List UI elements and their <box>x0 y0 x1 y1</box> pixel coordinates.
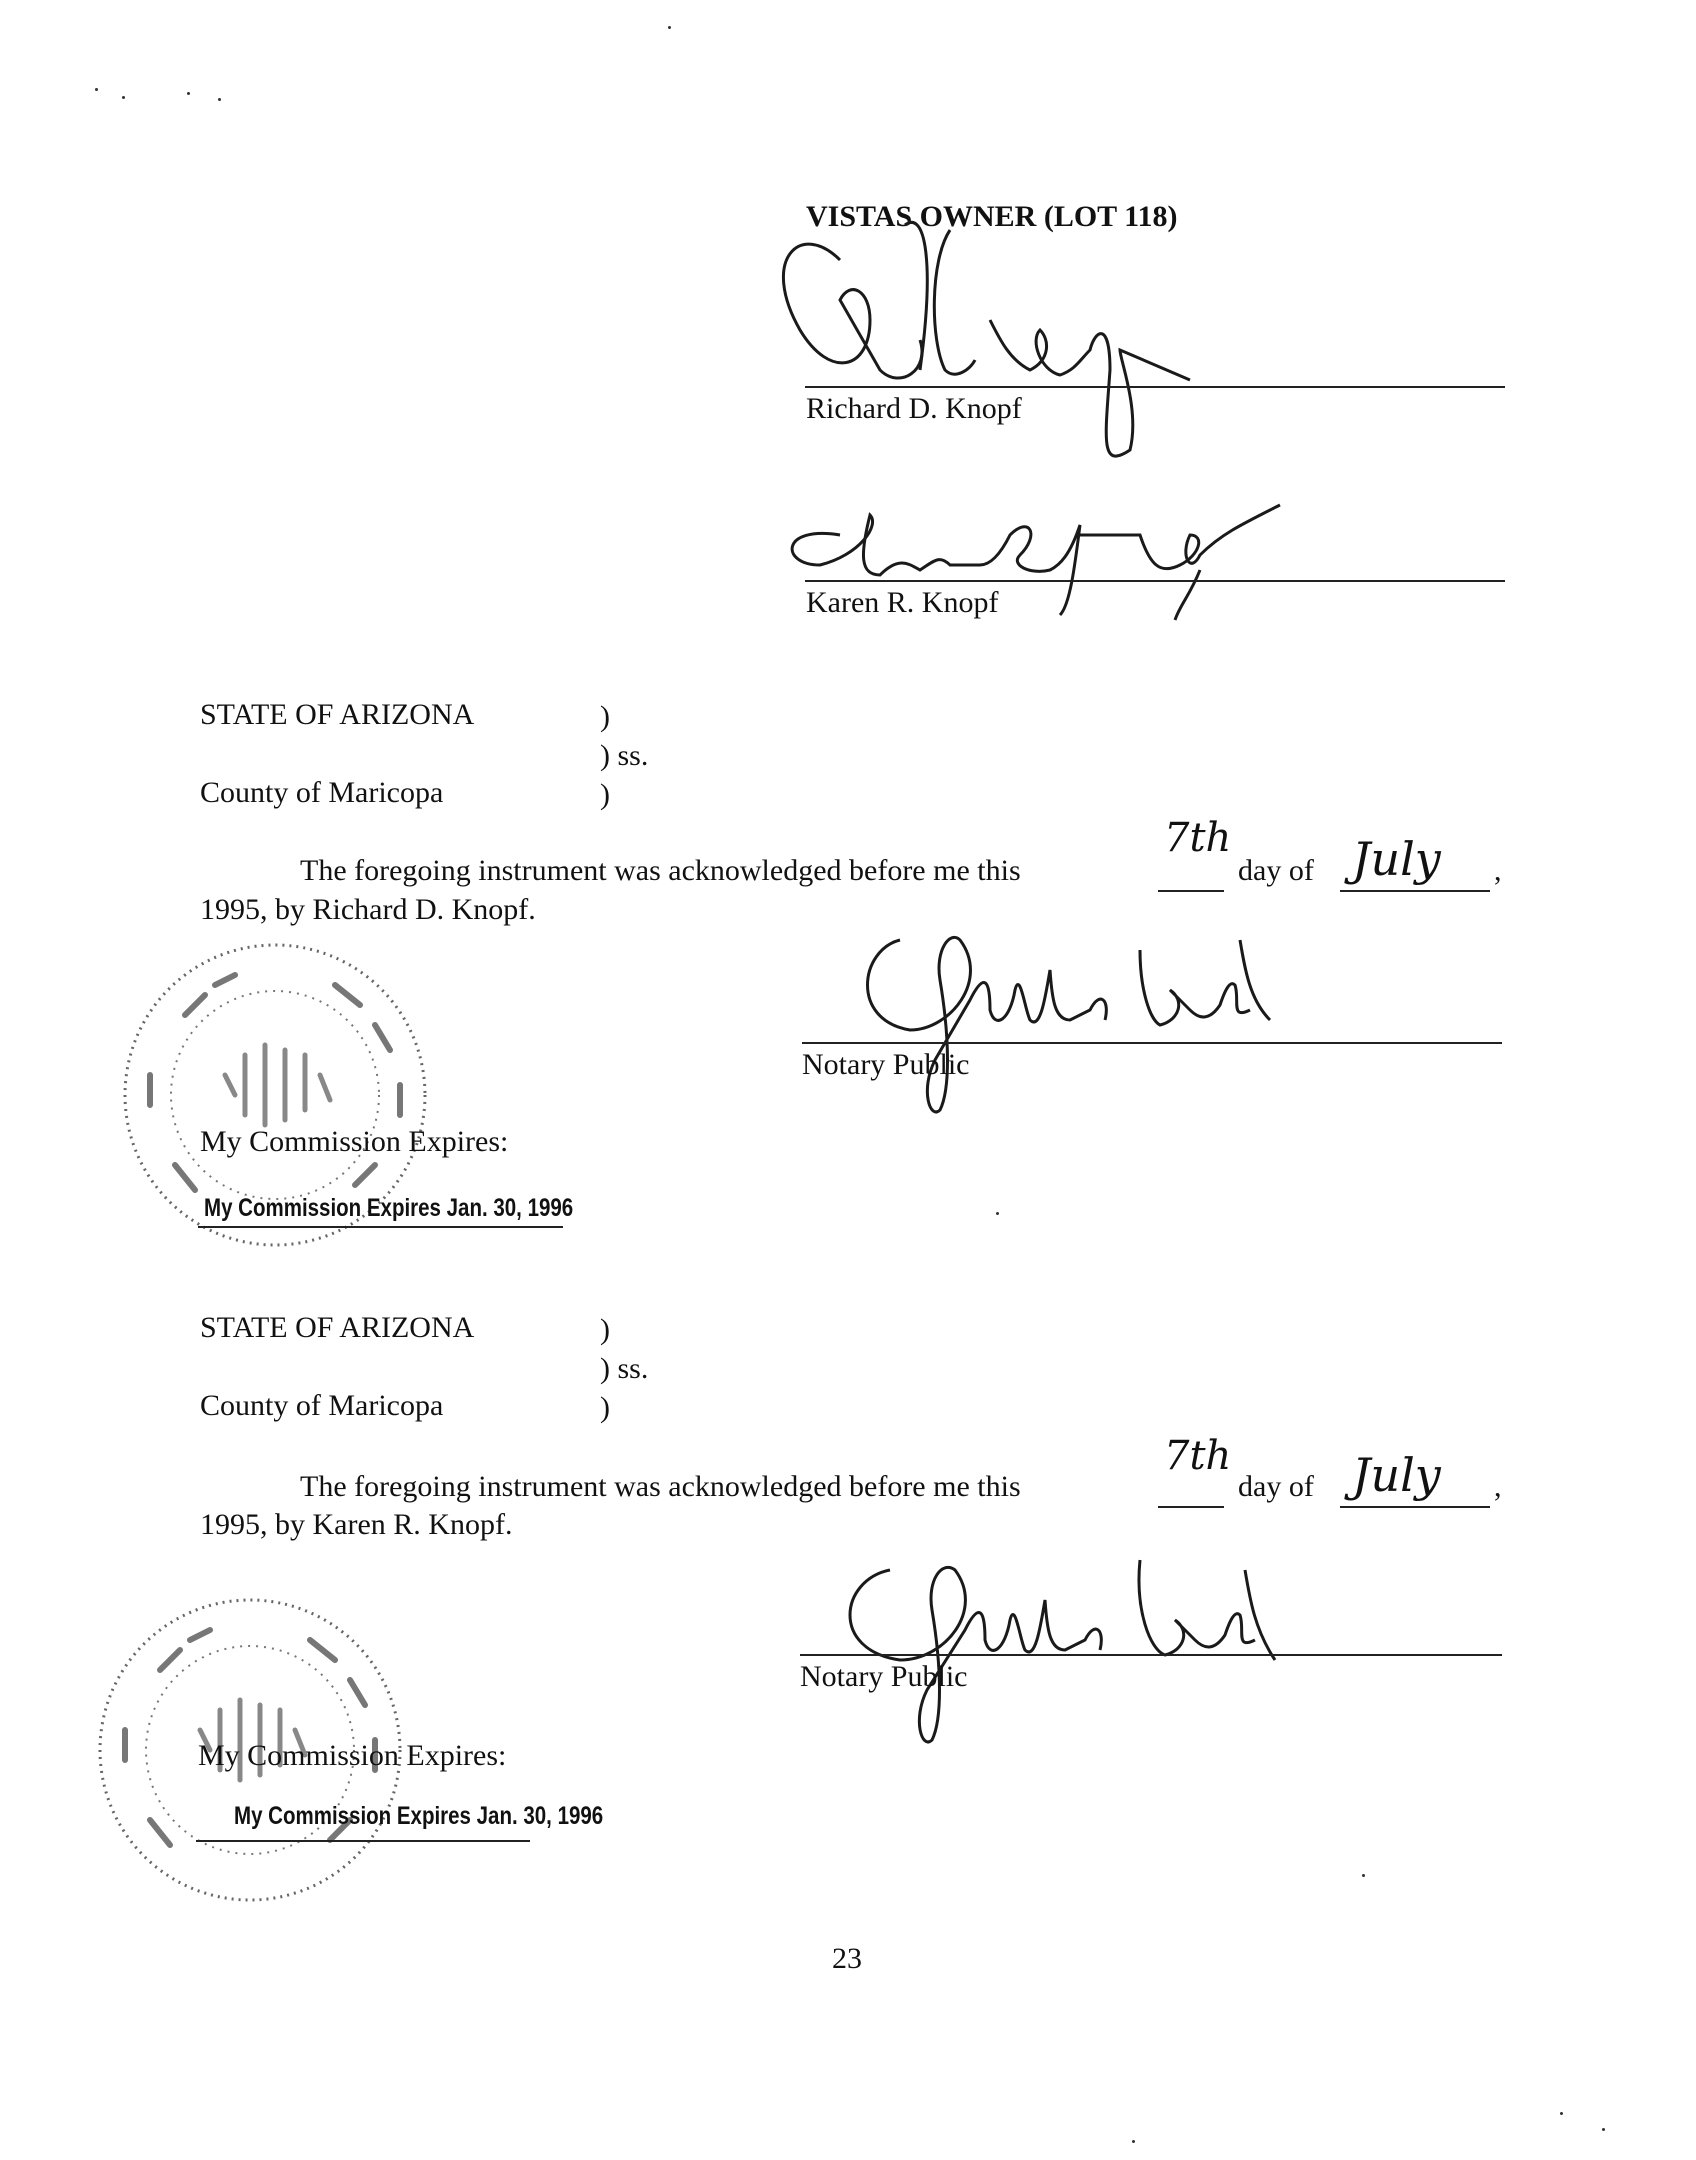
commission-label: My Commission Expires: <box>200 1125 509 1158</box>
notary-label: Notary Public <box>800 1660 968 1693</box>
ack-lead-text: The foregoing instrument was acknowledged before me this <box>300 1470 1021 1503</box>
month-blank <box>1340 1506 1490 1508</box>
month-blank <box>1340 890 1490 892</box>
month-comma: , <box>1494 1470 1502 1503</box>
ack-tail-text: 1995, by Karen R. Knopf. <box>200 1508 513 1541</box>
ss-label: ) ss. <box>600 1352 649 1385</box>
commission-line <box>198 1226 563 1228</box>
notary-signature <box>830 1540 1290 1750</box>
notary-signature <box>840 910 1280 1120</box>
month-handwritten: July <box>1352 1448 1441 1502</box>
day-handwritten: 7th <box>1164 815 1232 861</box>
state-label: STATE OF ARIZONA <box>200 698 475 731</box>
notary-label: Notary Public <box>802 1048 970 1081</box>
commission-stamp: My Commission Expires Jan. 30, 1996 <box>234 1802 604 1830</box>
month-handwritten: July <box>1352 832 1441 886</box>
commission-stamp: My Commission Expires Jan. 30, 1996 <box>204 1194 574 1222</box>
karen-signature-line <box>805 580 1505 582</box>
karen-name: Karen R. Knopf <box>806 586 999 619</box>
richard-name: Richard D. Knopf <box>806 392 1022 425</box>
paren-bottom: ) <box>600 1391 610 1424</box>
month-comma: , <box>1494 854 1502 887</box>
day-blank <box>1158 890 1224 892</box>
notary-line <box>800 1654 1502 1656</box>
paren-top: ) <box>600 700 610 733</box>
state-label: STATE OF ARIZONA <box>200 1311 475 1344</box>
county-label: County of Maricopa <box>200 1389 444 1422</box>
paren-bottom: ) <box>600 778 610 811</box>
day-of-text: day of <box>1238 1470 1314 1503</box>
ack-tail-text: 1995, by Richard D. Knopf. <box>200 893 536 926</box>
owner-heading: VISTAS OWNER (LOT 118) <box>806 200 1178 233</box>
ss-label: ) ss. <box>600 739 649 772</box>
ack-lead-text: The foregoing instrument was acknowledged before me this <box>300 854 1021 887</box>
day-of-text: day of <box>1238 854 1314 887</box>
paren-top: ) <box>600 1313 610 1346</box>
day-blank <box>1158 1506 1224 1508</box>
commission-label: My Commission Expires: <box>198 1739 507 1772</box>
notary-line <box>802 1042 1502 1044</box>
richard-signature-line <box>805 386 1505 388</box>
county-label: County of Maricopa <box>200 776 444 809</box>
page-number: 23 <box>832 1942 862 1975</box>
day-handwritten: 7th <box>1164 1433 1232 1479</box>
commission-line <box>196 1840 530 1842</box>
